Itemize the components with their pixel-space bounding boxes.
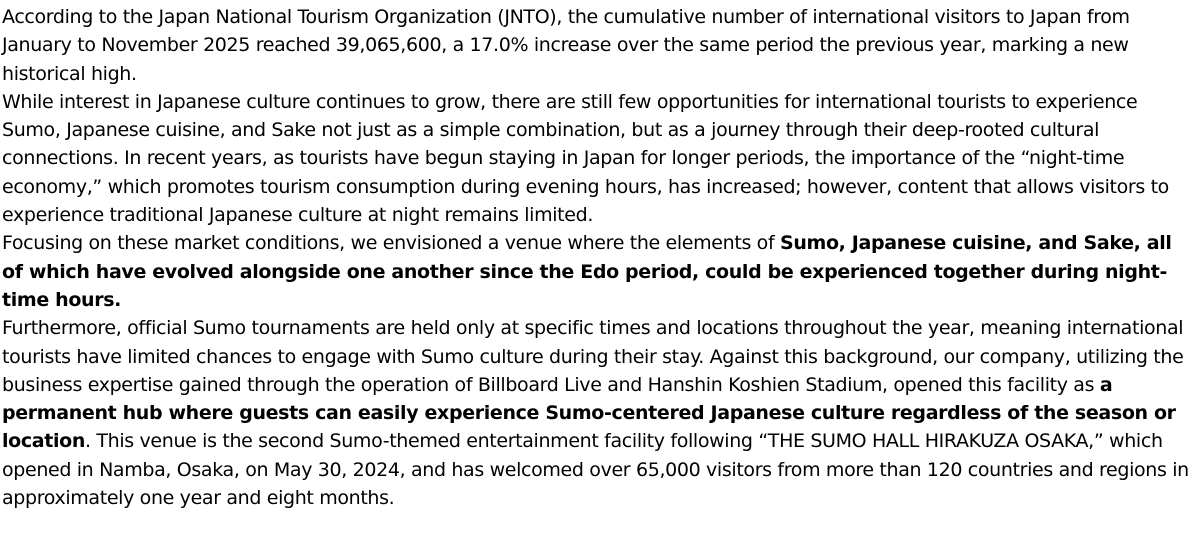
paragraph-text: . This venue is the second Sumo-themed entertainment facility following “THE SUMO HALL HIRAKUZA OSAKA,” which opened in Namba, Osaka, on May 30, 2024, and has welcomed over 65,000 visitors from more than 120 countries and regions in approximately one year and eight months. <box>2 430 1189 510</box>
paragraph-text: Furthermore, official Sumo tournaments are held only at specific times and locations throughout the year, meaning international tourists have limited chances to engage with Sumo culture during their stay. Against this background, our company, utilizing the business expertise gained through the operation of Billboard Live and Hanshin Koshien Stadium, opened this facility as <box>2 317 1184 396</box>
paragraph-text: While interest in Japanese culture continues to grow, there are still few opportunities for international tourists to experience Sumo, Japanese cuisine, and Sake not just as a simple combination, but as a journey through their deep-rooted cultural connections. In recent years, as tourists have begun staying in Japan for longer periods, the importance of the “night-time economy,” which promotes tourism consumption during evening hours, has increased; however, content that allows visitors to experience traditional Japanese culture at night remains limited. <box>2 90 1169 227</box>
paragraph-jnto-statistics <box>2 3 1190 88</box>
paragraph-text: According to the Japan National Tourism Organization (JNTO), the cumulative number of international visitors to Japan from January to November 2025 reached 39,065,600, a 17.0% increase over the same period the previous year, marking a new historical high. <box>2 6 1130 85</box>
paragraph-cultural-interest <box>2 88 1190 229</box>
paragraph-venue-concept <box>2 229 1190 314</box>
highlighted-text: Sumo, Japanese cuisine, and Sake, all of which have evolved alongside one another since the Edo period, could be experienced together during night-time hours. <box>2 232 1172 311</box>
paragraph-permanent-hub <box>2 314 1190 512</box>
paragraph-text: Focusing on these market conditions, we envisioned a venue where the elements of <box>2 232 780 255</box>
highlighted-text: a permanent hub where guests can easily experience Sumo-centered Japanese culture regardless of the season or location <box>2 373 1176 453</box>
